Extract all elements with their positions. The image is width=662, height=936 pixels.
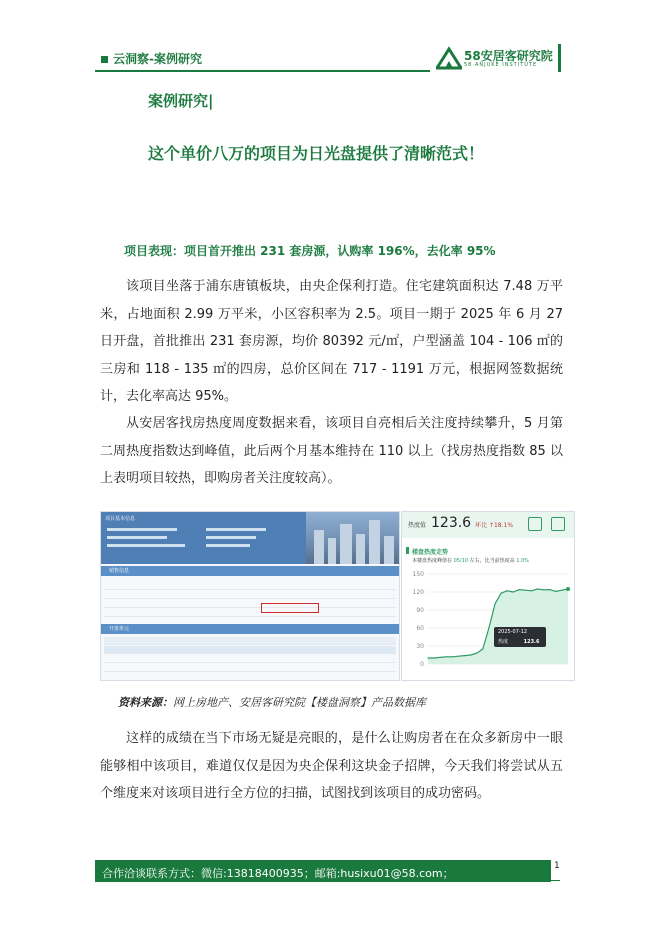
y-tick-label: 30 — [416, 643, 424, 650]
tooltip-date: 2025-07-12 — [498, 629, 528, 635]
heat-trend-screenshot — [401, 511, 575, 681]
unit-table-row — [104, 646, 396, 654]
chart-icon — [551, 517, 565, 531]
trend-desc-b: 左右，比当前热度高 — [469, 558, 515, 564]
trend-description — [412, 557, 529, 564]
heat-point — [482, 648, 483, 649]
heat-point — [458, 656, 459, 657]
y-tick-label: 0 — [420, 661, 424, 668]
paragraph-conclusion: 这样的成绩在当下市场无疑是亮眼的，是什么让购房者在在众多新房中一眼能够相中该项目，难道仅仅是因为央企保利这块金子招牌，今天我们将尝试从五个维度来对该项目进行全方位的扫描，试图找到该项目的成功密码。 — [100, 731, 563, 801]
header-rule — [95, 70, 430, 72]
house-logo-icon — [436, 46, 462, 70]
heat-point — [561, 590, 562, 591]
sales-row — [104, 582, 396, 590]
y-tick-label: 150 — [412, 571, 424, 578]
header-title: 云洞察-案例研究 — [113, 52, 202, 66]
info-panel-title: 项目基本信息 — [105, 516, 136, 522]
heat-point — [513, 591, 514, 592]
sub-heading: 项目表现：项目首开推出 231 套房源，认购率 196%，去化率 95% — [124, 244, 496, 258]
heat-point — [470, 654, 471, 655]
heat-point — [476, 653, 477, 654]
city-photo — [306, 512, 399, 564]
home-icon — [528, 517, 542, 531]
y-tick-label: 60 — [416, 625, 424, 632]
heat-point — [566, 587, 570, 591]
info-line — [107, 544, 185, 547]
ring-label: 环比 — [475, 522, 488, 529]
ring-change — [475, 520, 513, 529]
trend-marker — [406, 547, 409, 554]
heat-point — [549, 589, 550, 590]
footer-rule — [95, 880, 560, 881]
heat-point — [464, 655, 465, 656]
header-vertical-bar — [558, 44, 561, 72]
trend-desc-a: 本楼盘热度峰值在 — [412, 558, 453, 564]
sales-row — [104, 591, 396, 599]
heat-point — [543, 589, 544, 590]
sales-info-label: 销售信息 — [109, 568, 130, 574]
header-square-icon — [101, 56, 108, 63]
info-line — [206, 528, 266, 531]
heat-point — [507, 590, 508, 591]
heat-point — [440, 657, 441, 658]
opening-unit-band — [101, 624, 399, 634]
heat-point — [488, 627, 489, 628]
paragraph-heat: 从安居客找房热度周度数据来看，该项目自亮相后关注度持续攀升，5 月第二周热度指数达到峰值，此后两个月基本维持在 110 以上（找房热度指数 85 以上表明项目较热，即购房者关注度较高）。 — [100, 416, 563, 486]
highlight-box — [261, 603, 319, 613]
info-line — [107, 536, 167, 539]
heat-point — [537, 588, 538, 589]
heat-point — [494, 603, 495, 604]
heat-point — [433, 657, 434, 658]
heat-point — [519, 589, 520, 590]
tooltip-value: 123.6 — [523, 639, 540, 645]
heat-point — [500, 593, 501, 594]
heat-label: 热度值 — [408, 522, 427, 529]
ring-value: ↑18.1% — [488, 522, 514, 529]
source-note — [118, 694, 426, 710]
logo-subtitle: 58·ANJUKE INSTITUTE — [464, 62, 538, 68]
project-info-screenshot — [100, 511, 400, 681]
source-text: 网上房地产、安居客研究院【楼盘洞察】产品数据库 — [173, 696, 426, 709]
sales-row — [104, 609, 396, 617]
main-title: 这个单价八万的项目为日光盘提供了清晰范式！ — [148, 144, 485, 163]
heat-point — [446, 656, 447, 657]
heat-point — [427, 657, 428, 658]
page-number: 1 — [554, 861, 560, 871]
opening-unit-label: 开盘单元 — [109, 626, 130, 632]
tooltip-label: 热度 — [498, 639, 509, 645]
trend-peak-date: 05/10 — [453, 558, 469, 564]
source-label: 资料来源： — [118, 696, 173, 709]
heat-point — [525, 590, 526, 591]
tooltip-row — [498, 638, 539, 645]
trend-peak-pct: 1.0% — [516, 558, 529, 564]
logo-text: 58安居客研究院 — [464, 49, 553, 63]
heat-value: 123.6 — [431, 515, 472, 531]
unit-table-row — [104, 664, 396, 672]
info-line — [107, 528, 177, 531]
heat-point — [531, 590, 532, 591]
heat-point — [452, 656, 453, 657]
footer-contact: 合作洽谈联系方式：微信:13818400935；邮箱:husixu01@58.com； — [102, 867, 454, 880]
paragraph-intro: 该项目坐落于浦东唐镇板块，由央企保利打造。住宅建筑面积达 7.48 万平米，占地面积 2.99 万平米，小区容积率为 2.5。项目一期于 2025 年 6 月 27 日开盘，首批推出 231 套房源，均价 80392 元/㎡，户型涵盖 104 - 106 ㎡的三房和 118 - 135 ㎡的四房，总价区间在 717 - 1191 万元，根据网签数据统计，去化率高达 95%。 — [100, 279, 563, 404]
unit-table-header — [104, 637, 396, 645]
unit-table-row — [104, 655, 396, 663]
heat-point — [555, 591, 556, 592]
info-line — [206, 544, 250, 547]
trend-title: 楼盘热度走势 — [412, 549, 449, 556]
y-tick-label: 90 — [416, 607, 424, 614]
y-tick-label: 120 — [412, 589, 424, 596]
heat-chart — [402, 568, 574, 680]
sales-info-band — [101, 566, 399, 576]
sales-row — [104, 600, 396, 608]
info-line — [206, 536, 256, 539]
section-title: 案例研究| — [148, 92, 214, 110]
